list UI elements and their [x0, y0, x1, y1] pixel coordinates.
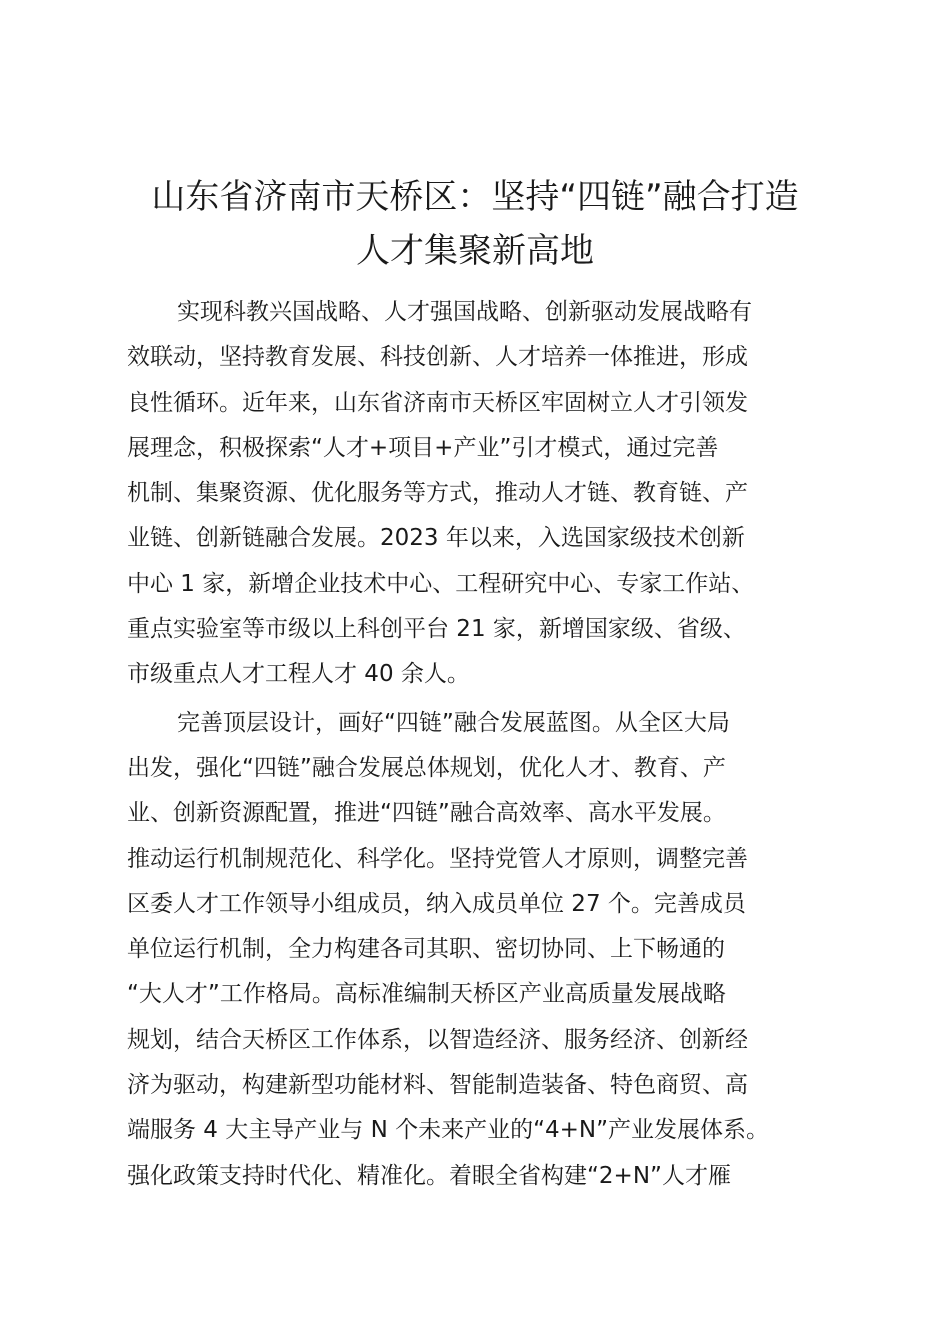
- text-line: 展理念，积极探索“人才+项目+产业”引才模式，通过完善: [127, 434, 719, 461]
- text-line: 出发，强化“四链”融合发展总体规划，优化人才、教育、产: [127, 754, 726, 781]
- text-line: 良性循环。近年来，山东省济南市天桥区牢固树立人才引领发: [127, 389, 748, 416]
- text-line: 机制、集聚资源、优化服务等方式，推动人才链、教育链、产: [127, 480, 748, 507]
- title-line-1: 山东省济南市天桥区：坚持“四链”融合打造: [151, 177, 799, 217]
- text-line: 业链、创新链融合发展。2023 年以来，入选国家级技术创新: [127, 525, 745, 552]
- text-line: 效联动，坚持教育发展、科技创新、人才培养一体推进，形成: [127, 344, 748, 371]
- document-body: [127, 290, 827, 1199]
- text-line: 市级重点人才工程人才 40 余人。: [127, 661, 470, 688]
- text-line: 规划，结合天桥区工作体系，以智造经济、服务经济、创新经: [127, 1026, 748, 1053]
- text-line: “大人才”工作格局。高标准编制天桥区产业高质量发展战略: [127, 981, 726, 1008]
- text-line: 强化政策支持时代化、精准化。着眼全省构建“2+N”人才雁: [127, 1162, 731, 1189]
- document-title: [100, 170, 850, 278]
- text-line: 推动运行机制规范化、科学化。坚持党管人才原则，调整完善: [127, 845, 748, 872]
- text-line: 完善顶层设计，画好“四链”融合发展蓝图。从全区大局: [177, 709, 730, 736]
- text-line: 区委人才工作领导小组成员，纳入成员单位 27 个。完善成员: [127, 890, 746, 917]
- text-line: 单位运行机制，全力构建各司其职、密切协同、上下畅通的: [127, 936, 725, 963]
- text-line: 济为驱动，构建新型功能材料、智能制造装备、特色商贸、高: [127, 1072, 748, 1099]
- paragraph-top-level-design: [127, 701, 827, 1199]
- text-line: 重点实验室等市级以上科创平台 21 家，新增国家级、省级、: [127, 616, 746, 643]
- title-line-2: 人才集聚新高地: [356, 231, 594, 271]
- text-line: 端服务 4 大主导产业与 N 个未来产业的“4+N”产业发展体系。: [127, 1117, 770, 1144]
- text-line: 中心 1 家，新增企业技术中心、工程研究中心、专家工作站、: [127, 570, 755, 597]
- text-line: 实现科教兴国战略、人才强国战略、创新驱动发展战略有: [177, 299, 752, 325]
- paragraph-intro: [127, 290, 827, 698]
- text-line: 业、创新资源配置，推进“四链”融合高效率、高水平发展。: [127, 800, 726, 827]
